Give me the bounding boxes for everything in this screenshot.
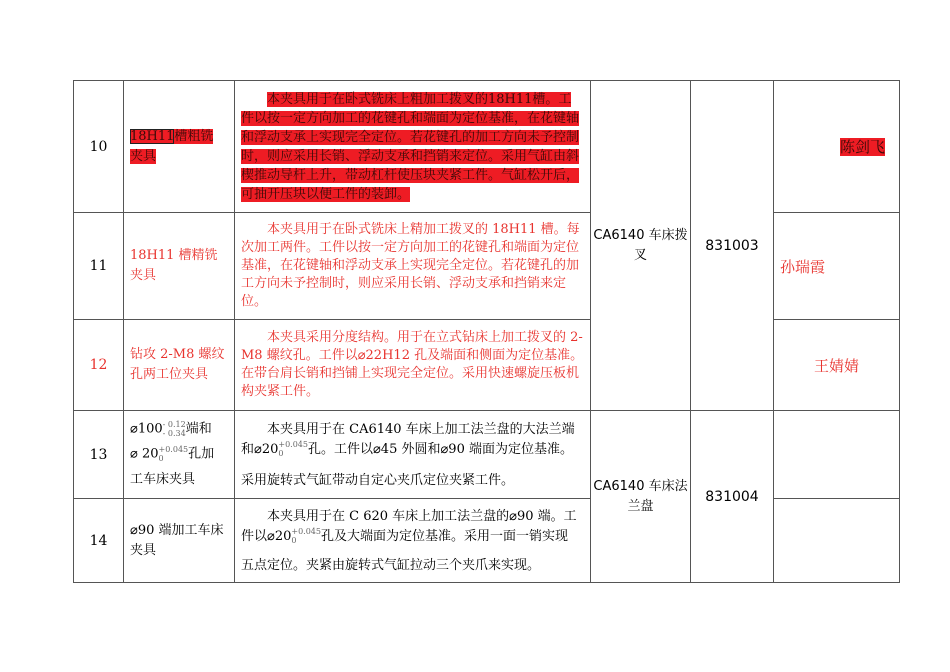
author-name bbox=[774, 411, 900, 499]
fixture-name: 18H11 槽精铣夹具 bbox=[124, 213, 235, 320]
table-row bbox=[74, 499, 900, 583]
fixture-name: ⌀100 - 0.12 - 0.34 端和 ⌀ 20 +0.045 0 孔加 工车床夹具 bbox=[124, 411, 235, 499]
row-number: 13 bbox=[74, 411, 124, 499]
product-name: CA6140 车床拨叉 bbox=[591, 81, 691, 411]
fixture-name: ⌀90 端加工车床夹具 bbox=[124, 499, 235, 583]
table-row bbox=[74, 320, 900, 411]
fixture-description: 本夹具用于在卧式铣床上精加工拨叉的 18H11 槽。每次加工两件。工件以按一定方向加工的花键孔和端面为定位基准，在花键轴和浮动支承上实现完全定位。若花键孔的加工方向未予控制时，则应采用长销、浮动支承和挡销来定位。 bbox=[235, 213, 591, 320]
fixture-name: 钻攻 2-M8 螺纹孔两工位夹具 bbox=[124, 320, 235, 411]
row-number: 10 bbox=[74, 81, 124, 213]
author-name: 王婧婧 bbox=[774, 320, 900, 411]
author-name bbox=[774, 499, 900, 583]
fixture-description: 本夹具采用分度结构。用于在立式钻床上加工拨叉的 2-M8 螺纹孔。工件以⌀22H12 孔及端面和侧面为定位基准。在带台肩长销和挡铺上实现完全定位。采用快速螺旋压板机构夹紧工件。 bbox=[235, 320, 591, 411]
table-row bbox=[74, 411, 900, 499]
row-number: 11 bbox=[74, 213, 124, 320]
fixture-description: 本夹具用于在卧式铣床上粗加工拨叉的18H11槽。工件以按一定方向加工的花键孔和端面为定位基准，在花键轴和浮动支承上实现完全定位。若花键孔的加工方向未予控制时，则应采用长销、浮动支承和挡销来定位。采用气缸由斜楔推动导杆上升，带动杠杆使压块夹紧工件。气缸松开后，可抽开压块以便工件的装卸。 bbox=[235, 81, 591, 213]
author-name: 陈剑飞 bbox=[774, 81, 900, 213]
row-number: 12 bbox=[74, 320, 124, 411]
product-name: CA6140 车床法兰盘 bbox=[591, 411, 691, 583]
fixture-table bbox=[73, 80, 900, 583]
fixture-name: 18H11槽粗铣 夹具 bbox=[124, 81, 235, 213]
table-row bbox=[74, 213, 900, 320]
row-number: 14 bbox=[74, 499, 124, 583]
product-code: 831004 bbox=[691, 411, 774, 583]
fixture-description: 本夹具用于在 C 620 车床上加工法兰盘的⌀90 端。工件以⌀20 +0.045 0 孔及大端面为定位基准。采用一面一销实现 五点定位。夹紧由旋转式气缸拉动三个夹爪来实现。 bbox=[235, 499, 591, 583]
product-code: 831003 bbox=[691, 81, 774, 411]
fixture-description: 本夹具用于在 CA6140 车床上加工法兰盘的大法兰端和⌀20 +0.045 0 孔。工件以⌀45 外圆和⌀90 端面为定位基准。 采用旋转式气缸带动自定心夹爪定位夹紧工件。 bbox=[235, 411, 591, 499]
table-row bbox=[74, 81, 900, 213]
author-name: 孙瑞霞 bbox=[774, 213, 900, 320]
